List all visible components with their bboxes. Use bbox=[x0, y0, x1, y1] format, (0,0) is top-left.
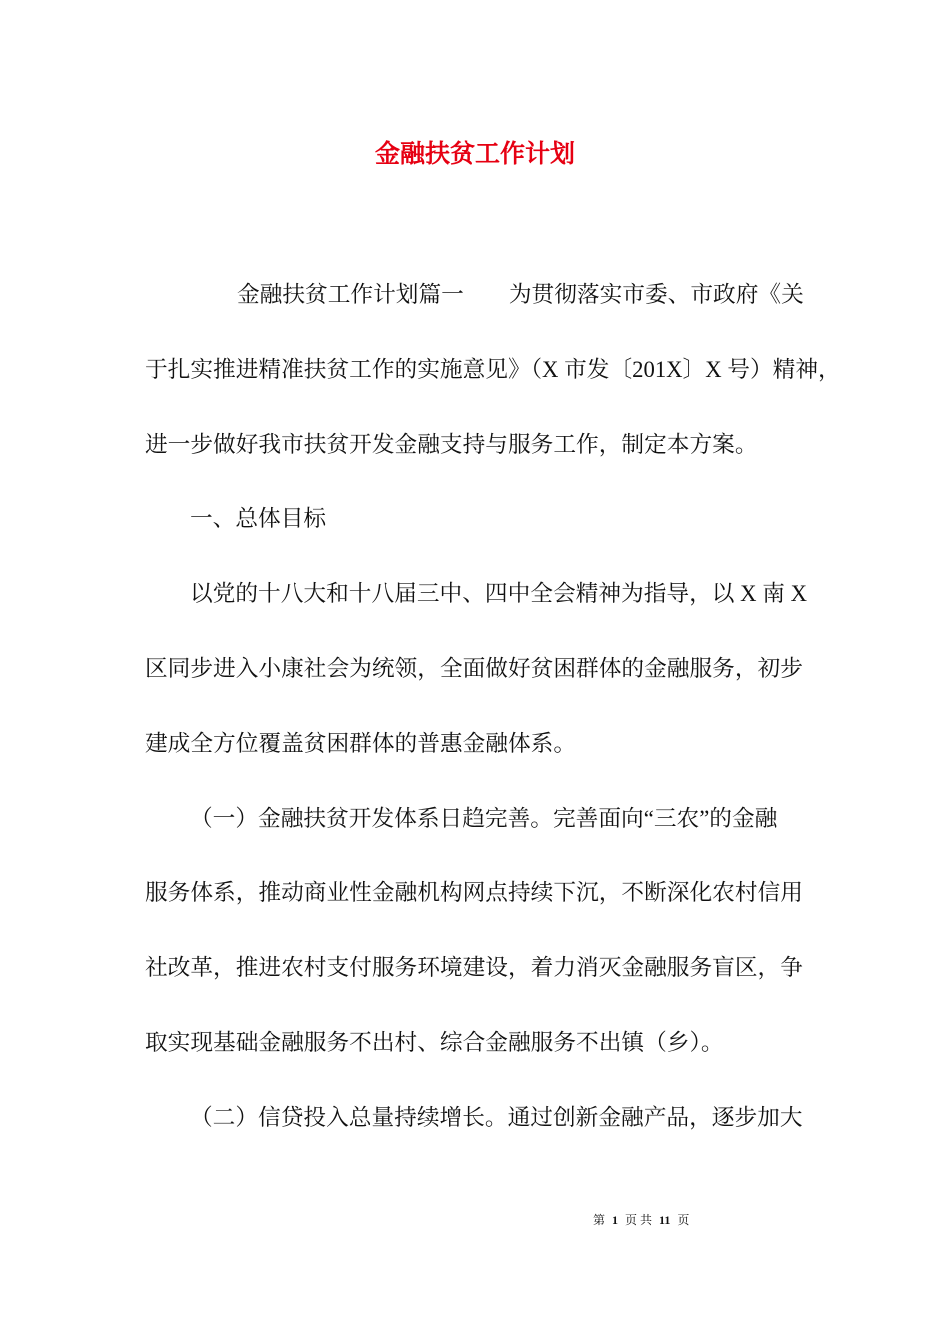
paragraph-4-line-2: 服务体系，推动商业性金融机构网点持续下沉，不断深化农村信用 bbox=[145, 880, 803, 906]
paragraph-3-line-1: 以党的十八大和十八届三中、四中全会精神为指导，以 X 南 X bbox=[190, 581, 807, 607]
paragraph-1-line-3: 进一步做好我市扶贫开发金融支持与服务工作，制定本方案。 bbox=[145, 431, 758, 457]
footer-middle: 页 共 bbox=[625, 1213, 653, 1227]
footer-prefix: 第 bbox=[593, 1213, 606, 1227]
paragraph-3-line-3: 建成全方位覆盖贫困群体的普惠金融体系。 bbox=[145, 730, 577, 756]
paragraph-4-line-3: 社改革，推进农村支付服务环境建设，着力消灭金融服务盲区，争 bbox=[145, 955, 803, 981]
total-page-count: 11 bbox=[659, 1213, 671, 1227]
document-title: 金融扶贫工作计划 bbox=[374, 141, 575, 168]
paragraph-text: 为贯彻落实市委、市政府《关 bbox=[508, 282, 804, 307]
document-body bbox=[145, 258, 845, 1156]
paragraph-5-line-1: （二）信贷投入总量持续增长。通过创新金融产品，逐步加大 bbox=[190, 1104, 803, 1130]
section-heading: 一、总体目标 bbox=[190, 506, 327, 532]
paragraph-4-line-1: （一）金融扶贫开发体系日趋完善。完善面向“三农”的金融 bbox=[190, 805, 778, 831]
section-lead: 金融扶贫工作计划篇一 bbox=[237, 282, 464, 307]
page-footer bbox=[593, 1208, 689, 1232]
footer-suffix: 页 bbox=[677, 1213, 690, 1227]
paragraph-1-line-1 bbox=[145, 258, 845, 333]
current-page-number: 1 bbox=[612, 1213, 619, 1227]
paragraph-3-line-2: 区同步进入小康社会为统领，全面做好贫困群体的金融服务，初步 bbox=[145, 655, 803, 681]
paragraph-1-line-2: 于扎实推进精准扶贫工作的实施意见》（X 市发〔201X〕X 号）精神， bbox=[145, 356, 841, 382]
paragraph-4-line-4: 取实现基础金融服务不出村、综合金融服务不出镇（乡）。 bbox=[145, 1029, 724, 1055]
